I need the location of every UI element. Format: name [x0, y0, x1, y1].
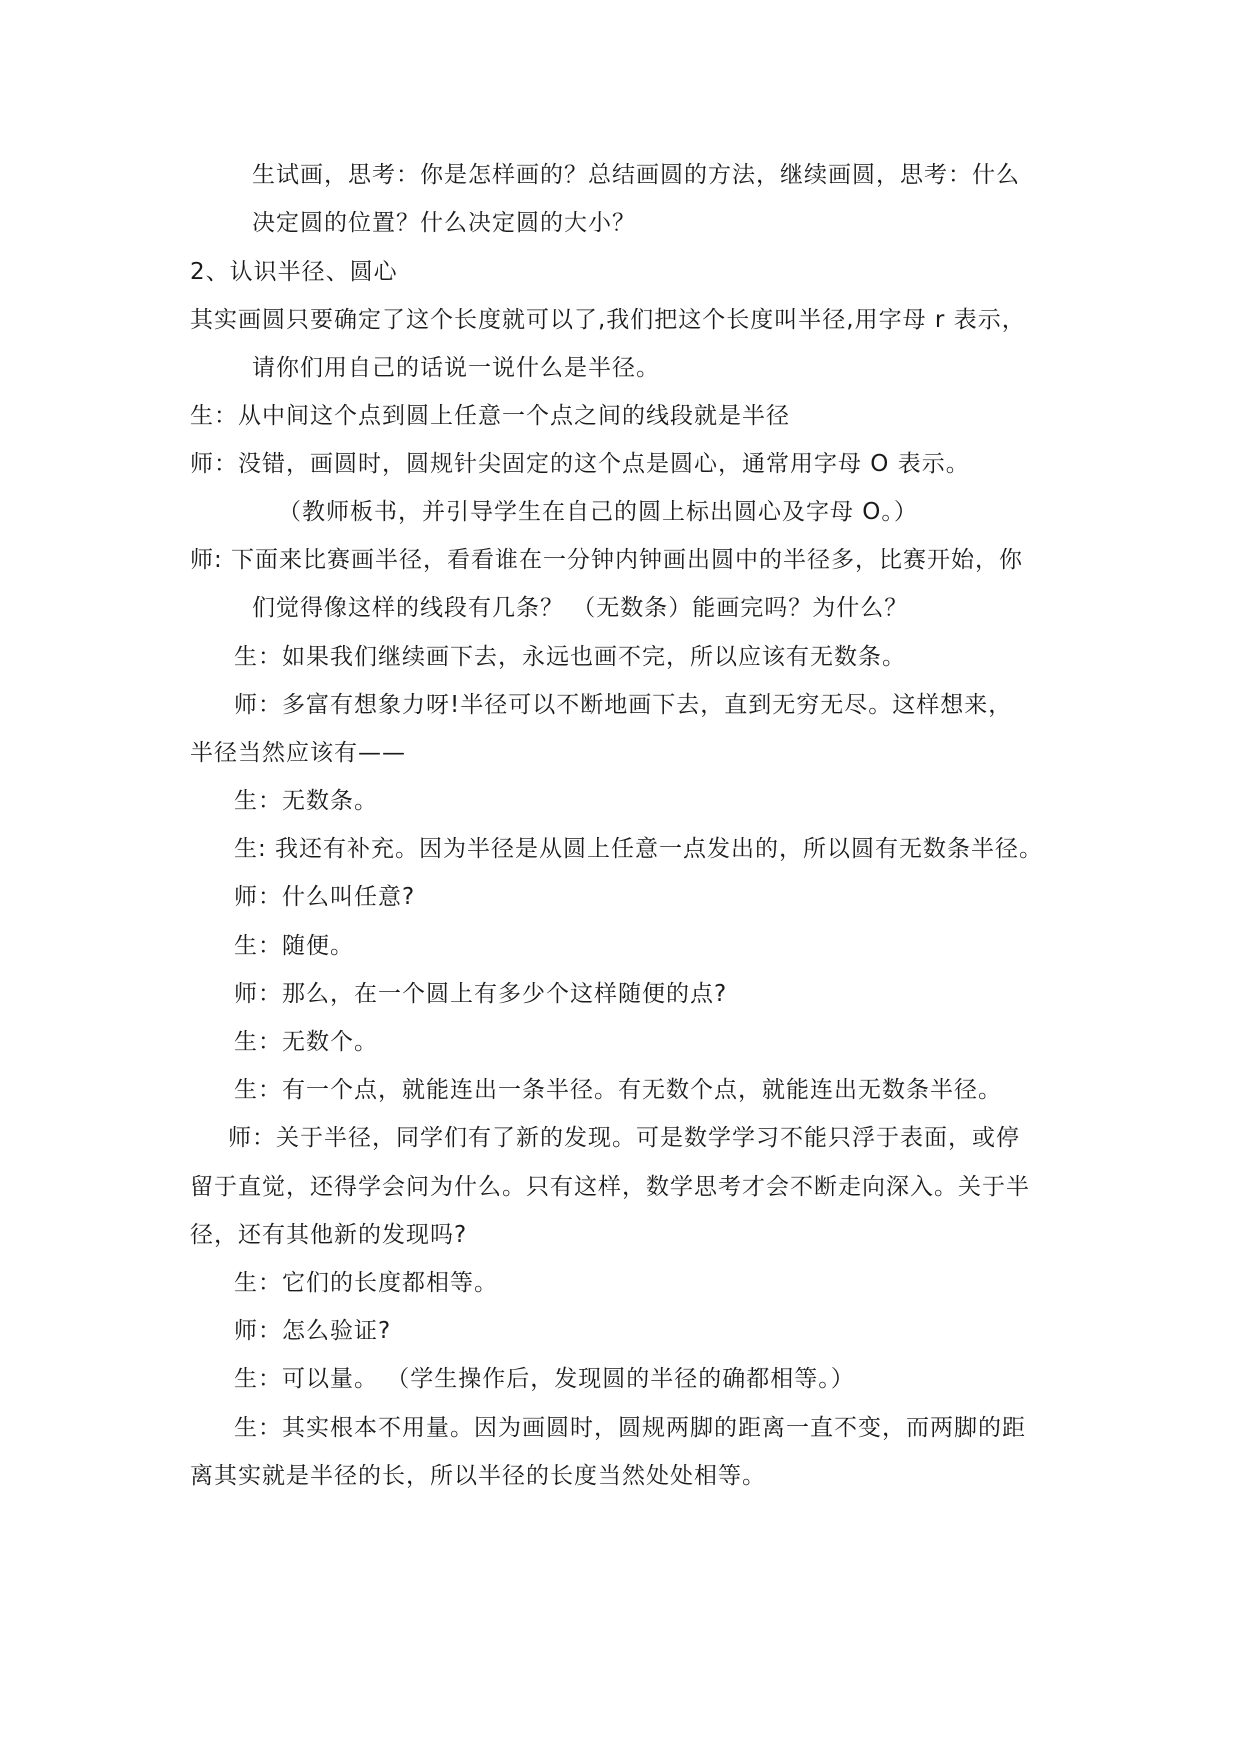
text-line: 生：它们的长度都相等。: [234, 1270, 498, 1296]
text-line: 生试画，思考：你是怎样画的？总结画圆的方法，继续画圆，思考：什么: [252, 162, 1020, 188]
text-line: 半径当然应该有——: [190, 740, 406, 766]
text-line: 师：怎么验证?: [234, 1318, 392, 1344]
text-line: 生: 我还有补充。因为半径是从圆上任意一点发出的，所以圆有无数条半径。: [234, 836, 1044, 862]
text-line: 其实画圆只要确定了这个长度就可以了,我们把这个长度叫半径,用字母 r 表示，: [190, 307, 1026, 333]
text-line: 们觉得像这样的线段有几条？ （无数条）能画完吗？为什么？: [252, 595, 909, 621]
text-line: 师：没错，画圆时，圆规针尖固定的这个点是圆心，通常用字母 O 表示。: [190, 451, 970, 477]
text-line: 师：什么叫任意?: [234, 884, 416, 910]
text-line: 生：有一个点，就能连出一条半径。有无数个点，就能连出无数条半径。: [234, 1077, 1002, 1103]
text-line: 师：那么，在一个圆上有多少个这样随便的点?: [234, 981, 728, 1007]
text-line: 决定圆的位置？什么决定圆的大小？: [252, 210, 636, 236]
text-line: 师：多富有想象力呀!半径可以不断地画下去，直到无穷无尽。这样想来，: [234, 692, 1013, 718]
text-line: 师：关于半径，同学们有了新的发现。可是数学学习不能只浮于表面，或停: [228, 1125, 1020, 1151]
text-line: 生：其实根本不用量。因为画圆时，圆规两脚的距离一直不变，而两脚的距: [234, 1415, 1026, 1441]
text-line: 生：如果我们继续画下去，永远也画不完，所以应该有无数条。: [234, 644, 906, 670]
text-line: 生：可以量。 （学生操作后，发现圆的半径的确都相等。）: [234, 1366, 855, 1392]
text-line: 生：无数个。: [234, 1029, 378, 1055]
text-line: 生：随便。: [234, 933, 354, 959]
text-line: 请你们用自己的话说一说什么是半径。: [252, 355, 660, 381]
text-line: 生：无数条。: [234, 788, 378, 814]
text-line: 生：从中间这个点到圆上任意一个点之间的线段就是半径: [190, 403, 790, 429]
text-line: 留于直觉，还得学会问为什么。只有这样，数学思考才会不断走向深入。关于半: [190, 1174, 1030, 1200]
text-line: 离其实就是半径的长，所以半径的长度当然处处相等。: [190, 1463, 766, 1489]
text-line: （教师板书，并引导学生在自己的圆上标出圆心及字母 O。）: [278, 499, 918, 525]
text-line: 径，还有其他新的发现吗?: [190, 1222, 468, 1248]
section-heading: 2、认识半径、圆心: [190, 259, 398, 285]
text-line: 师: 下面来比赛画半径，看看谁在一分钟内钟画出圆中的半径多，比赛开始，你: [190, 547, 1024, 573]
